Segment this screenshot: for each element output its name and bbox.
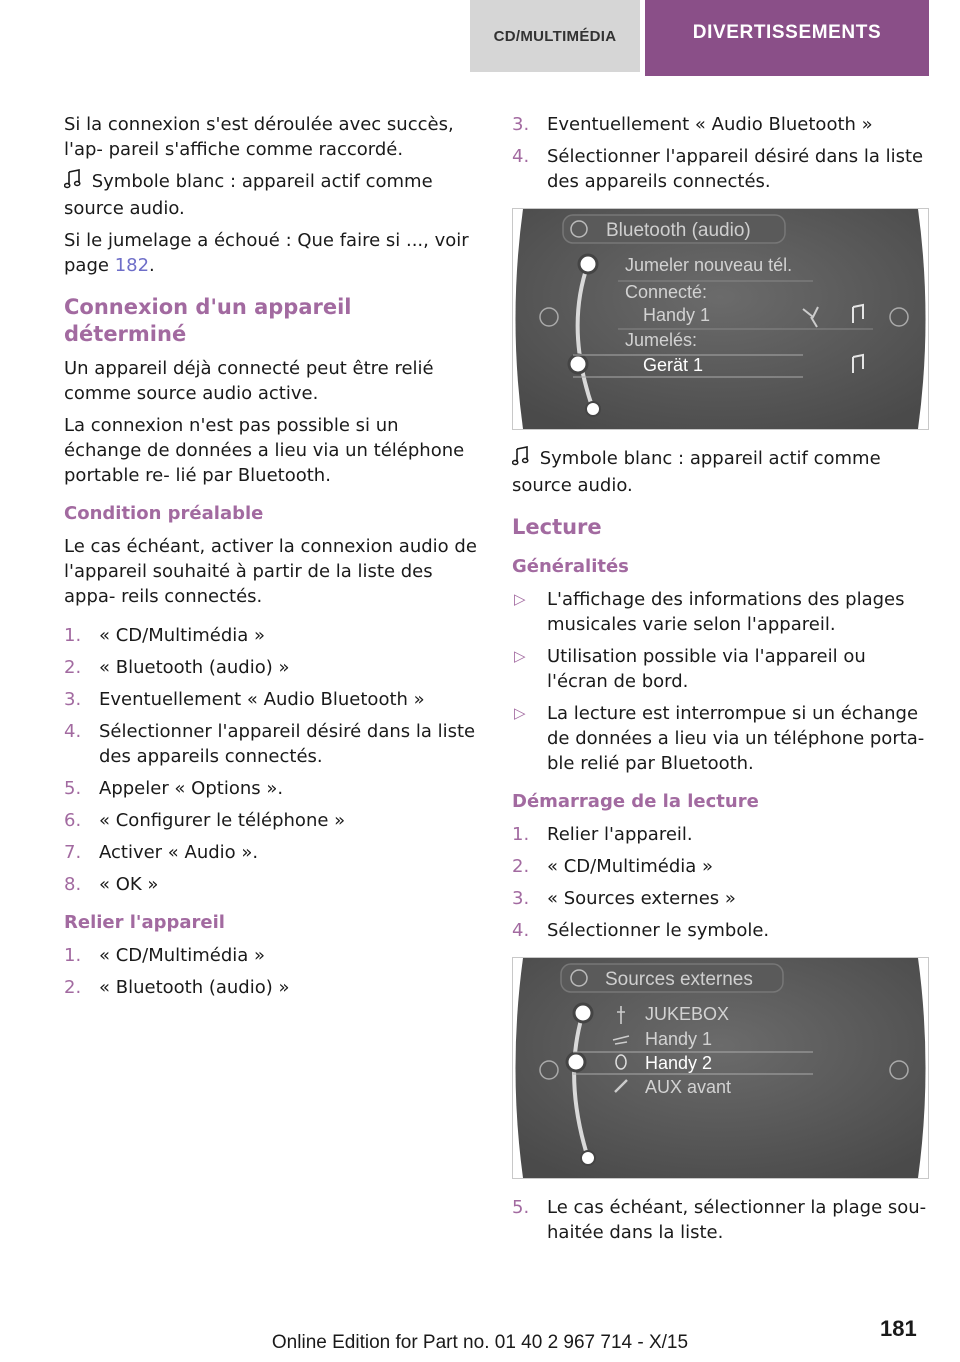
paragraph: Si le jumelage a échoué : Que faire si ..., voir page 182. [64, 230, 469, 276]
header-tab-cd-multimedia [470, 0, 640, 72]
header-tab-label: CD/MULTIMÉDIA [493, 28, 617, 45]
svg-text:Gerät 1: Gerät 1 [643, 355, 704, 375]
svg-text:JUKEBOX: JUKEBOX [645, 1004, 730, 1024]
list-item: 7. Activer « Audio ». [64, 842, 259, 863]
svg-text:Handy 2: Handy 2 [645, 1053, 713, 1073]
list-item: 8. « OK » [64, 874, 159, 895]
list-item: 4. Sélectionner l'appareil désiré dans la liste des appareils connectés. [64, 721, 476, 767]
list-item: 2. « Bluetooth (audio) » [64, 977, 290, 998]
svg-text:Jumeler nouveau tél.: Jumeler nouveau tél. [625, 255, 793, 275]
footer-edition: Online Edition for Part no. 01 40 2 967 714 - X/15 [271, 1332, 689, 1353]
paragraph: Le cas échéant, activer la connexion audio de l'appareil souhaité à partir de la liste des appa‐ reils connectés. [64, 536, 477, 607]
list-item: 3. Eventuellement « Audio Bluetooth » [64, 689, 425, 710]
list-item: 3. Eventuellement « Audio Bluetooth » [512, 114, 873, 135]
steps-list [512, 822, 927, 943]
section-heading: Lecture [512, 515, 602, 539]
svg-text:Handy 1: Handy 1 [643, 305, 711, 325]
paragraph: Symbole blanc : appareil actif comme source audio. [512, 448, 881, 496]
list-item: 5. Appeler « Options ». [64, 778, 284, 799]
paragraph: Si la connexion s'est déroulée avec succès, l'ap‐ pareil s'affiche comme raccordé. [64, 114, 454, 160]
steps-list [64, 623, 479, 897]
music-note-icon [512, 446, 534, 473]
page-number: 181 [880, 1316, 917, 1341]
list-item: 5. Le cas échéant, sélectionner la plage sou‐ haitée dans la liste. [512, 1197, 927, 1243]
screenshot-bluetooth-audio [512, 208, 929, 430]
list-item: 4. Sélectionner l'appareil désiré dans la liste des appareils connectés. [512, 146, 924, 192]
paragraph: Un appareil déjà connecté peut être relié comme source audio active. [64, 358, 434, 404]
section-heading: Connexion d'un appareil déterminé [64, 295, 352, 346]
left-column [64, 112, 479, 1007]
subsection-heading: Condition préalable [64, 503, 264, 524]
screenshot-sources-externes [512, 957, 929, 1179]
page-link[interactable]: 182 [114, 255, 150, 276]
list-item: ▷ L'affichage des informations des plages musicales varie selon l'appareil. [514, 589, 905, 635]
list-item: ▷ Utilisation possible via l'appareil ou l'écran de bord. [514, 646, 866, 692]
list-item: 1. « CD/Multimédia » [64, 945, 266, 966]
list-item: 1. Relier l'appareil. [512, 824, 693, 845]
screen-title: Sources externes [605, 969, 753, 990]
steps-list [64, 943, 479, 1000]
paragraph: La connexion n'est pas possible si un échange de données a lieu via un téléphone portable re‐ lié par Bluetooth. [64, 415, 465, 486]
right-column [512, 112, 927, 1252]
paragraph: Symbole blanc : appareil actif comme source audio. [64, 171, 433, 219]
list-item: 4. Sélectionner le symbole. [512, 920, 770, 941]
header-tab-divertissements [645, 0, 929, 76]
subsection-heading: Démarrage de la lecture [512, 791, 759, 812]
list-item: 3. « Sources externes » [512, 888, 736, 909]
svg-text:Jumelés:: Jumelés: [625, 330, 698, 350]
list-item: 2. « Bluetooth (audio) » [64, 657, 290, 678]
svg-text:Connecté:: Connecté: [625, 282, 708, 302]
bullet-triangle-icon: ▷ [514, 647, 526, 665]
svg-text:Handy 1: Handy 1 [645, 1029, 713, 1049]
list-item: ▷ La lecture est interrompue si un échange de données a lieu via un téléphone porta‐ ble relié par Bluetooth. [514, 703, 925, 774]
list-item: 1. « CD/Multimédia » [64, 625, 266, 646]
subsection-heading: Relier l'appareil [64, 912, 225, 933]
bullet-triangle-icon: ▷ [514, 590, 526, 608]
steps-list [512, 112, 927, 194]
music-note-icon [64, 169, 86, 196]
svg-text:AUX avant: AUX avant [645, 1077, 732, 1097]
screen-title: Bluetooth (audio) [606, 220, 751, 241]
subsection-heading: Généralités [512, 556, 629, 577]
header-tab-label: DIVERTISSEMENTS [692, 22, 882, 43]
steps-list [512, 1195, 927, 1245]
bullet-triangle-icon: ▷ [514, 704, 526, 722]
list-item: 6. « Configurer le téléphone » [64, 810, 346, 831]
list-item: 2. « CD/Multimédia » [512, 856, 714, 877]
bullet-list [512, 587, 927, 776]
